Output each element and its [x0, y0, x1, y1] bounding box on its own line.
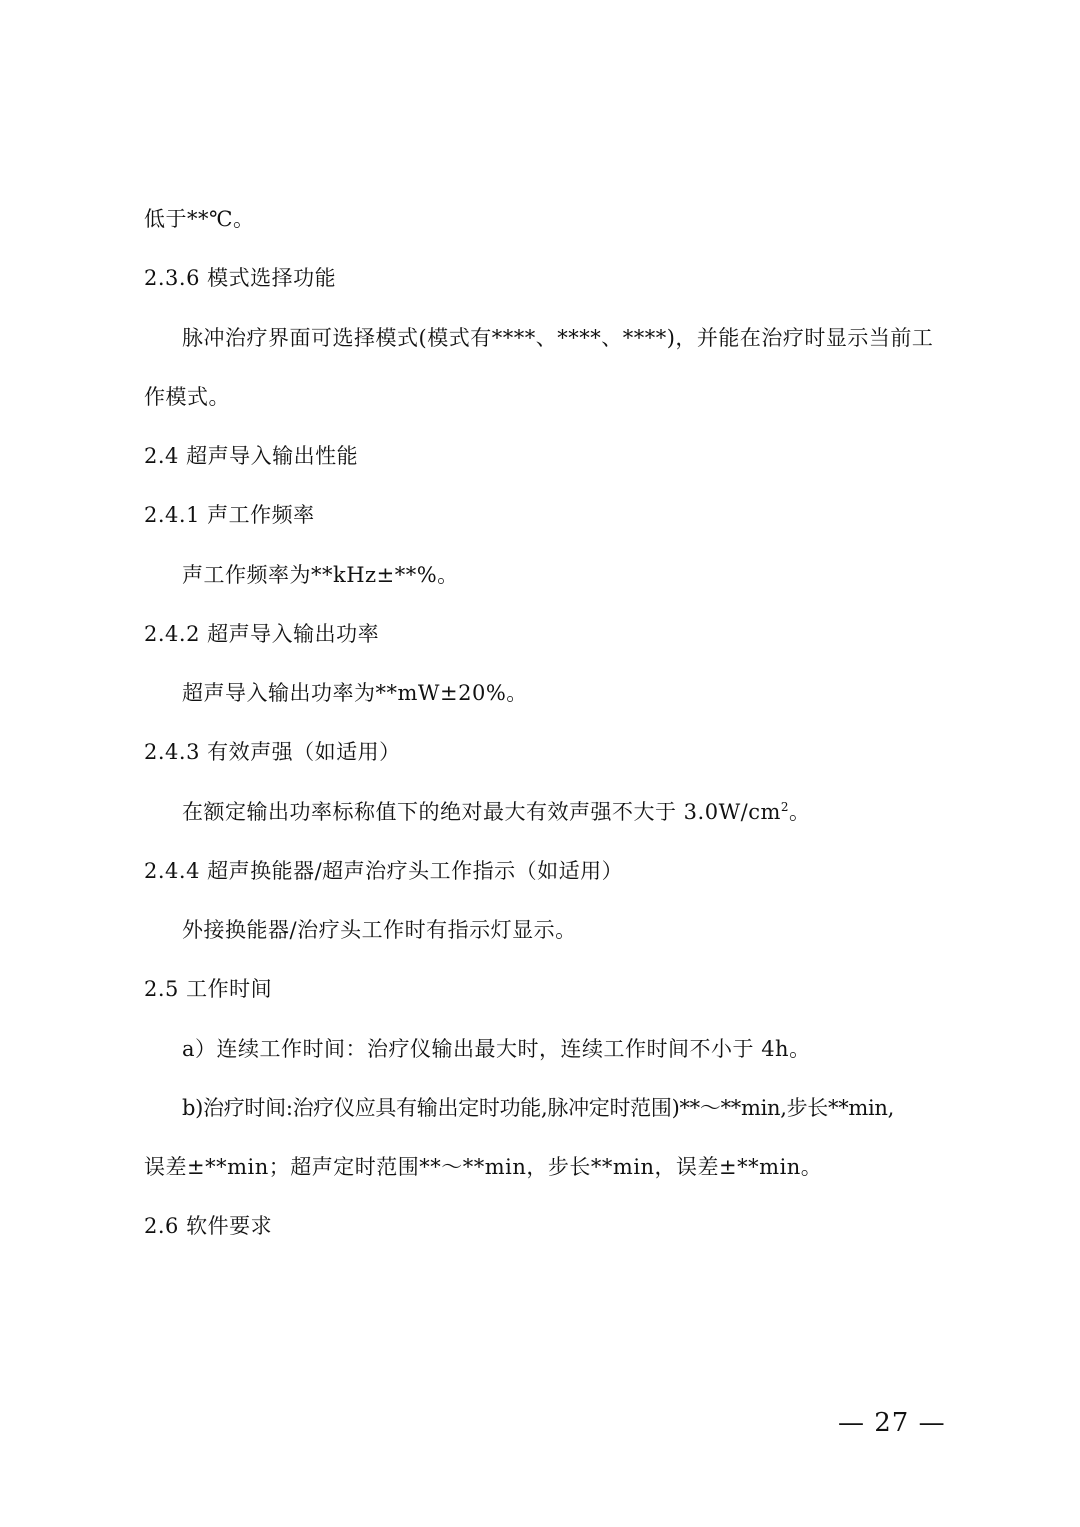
text-segment: 在额定输出功率标称值下的绝对最大有效声强不大于 3.0W/cm [182, 800, 781, 824]
section-heading-2-4: 2.4 超声导入输出性能 [144, 444, 359, 468]
text-line: 外接换能器/治疗头工作时有指示灯显示。 [182, 918, 577, 942]
page-number: — 27 — [838, 1408, 946, 1438]
text-line: b)治疗时间:治疗仪应具有输出定时功能,脉冲定时范围)**～**min,步长**min, [182, 1096, 895, 1120]
text-line [182, 797, 811, 827]
section-heading-2-3-6: 2.3.6 模式选择功能 [144, 266, 337, 290]
text-line: 声工作频率为**kHz±**%。 [182, 563, 459, 587]
section-heading-2-6: 2.6 软件要求 [144, 1214, 273, 1238]
text-line: 作模式。 [144, 385, 230, 409]
section-heading-2-5: 2.5 工作时间 [144, 977, 273, 1001]
text-segment: 。 [789, 800, 811, 824]
superscript: 2 [780, 800, 790, 814]
text-line: 脉冲治疗界面可选择模式(模式有****、****、****)，并能在治疗时显示当前工 [182, 326, 934, 350]
text-line: 误差±**min；超声定时范围**～**min，步长**min，误差±**min。 [144, 1155, 823, 1179]
section-heading-2-4-4: 2.4.4 超声换能器/超声治疗头工作指示（如适用） [144, 859, 624, 883]
section-heading-2-4-2: 2.4.2 超声导入输出功率 [144, 622, 380, 646]
text-line: 超声导入输出功率为**mW±20%。 [182, 681, 528, 705]
section-heading-2-4-1: 2.4.1 声工作频率 [144, 503, 315, 527]
text-line: 低于**℃。 [144, 207, 255, 231]
section-heading-2-4-3: 2.4.3 有效声强（如适用） [144, 740, 401, 764]
text-line: a）连续工作时间：治疗仪输出最大时，连续工作时间不小于 4h。 [182, 1037, 811, 1061]
